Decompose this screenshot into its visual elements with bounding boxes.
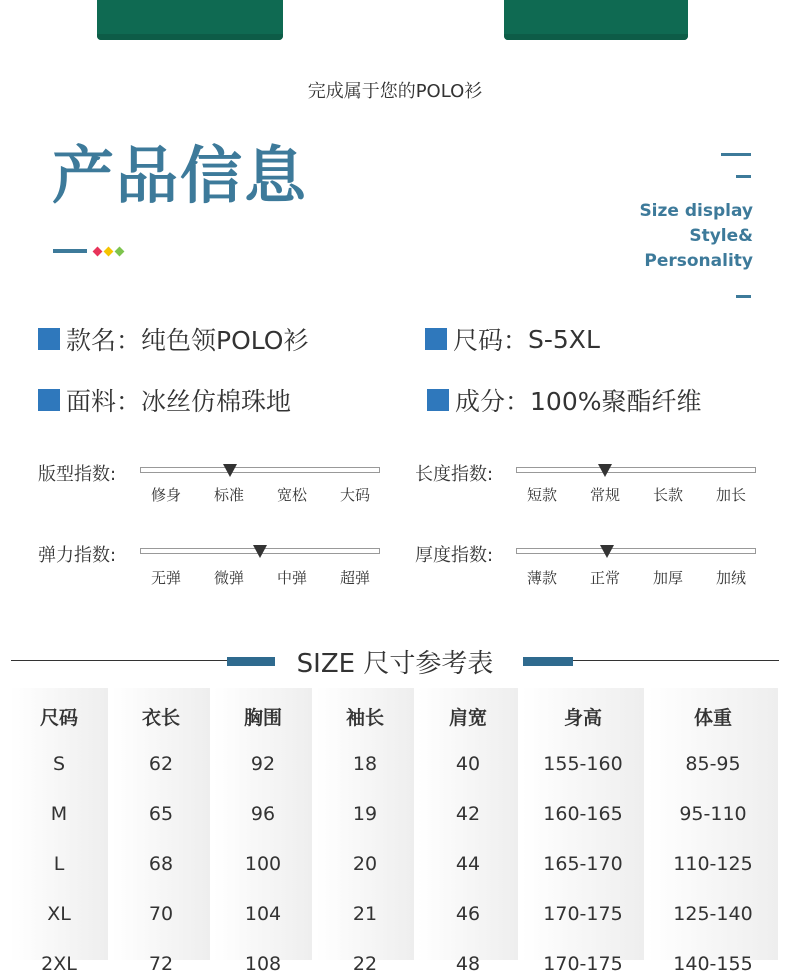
index-option: 中弹 (276, 569, 307, 587)
tagline: 完成属于您的POLO衫 (307, 81, 483, 102)
index-option: 超弹 (339, 569, 370, 587)
table-cell: 165-170 (543, 853, 623, 875)
table-header-cell: 尺码 (39, 707, 78, 729)
table-header-cell: 胸围 (243, 707, 282, 729)
size-table-title: SIZE 尺寸参考表 (296, 649, 494, 679)
title-underline (53, 249, 87, 253)
side-text-3: Personality (644, 251, 753, 271)
diamond-red-icon (93, 247, 103, 257)
index-bar (516, 467, 756, 473)
info-composition (427, 382, 702, 418)
table-cell: 18 (352, 753, 378, 775)
info-size (425, 321, 600, 357)
index-option: 短款 (526, 486, 557, 504)
index-marker-icon (223, 464, 237, 477)
table-cell: S (52, 753, 66, 775)
table-cell: L (53, 853, 65, 875)
index-option: 常规 (589, 486, 620, 504)
index-marker-icon (598, 464, 612, 477)
table-header-cell: 袖长 (345, 707, 384, 729)
info-size-label: 尺码： (453, 326, 529, 355)
square-bullet-icon (38, 328, 60, 350)
table-header-cell: 衣长 (141, 707, 180, 729)
table-cell: 2XL (41, 953, 77, 975)
table-cell: 108 (244, 953, 282, 975)
index-option: 加厚 (652, 569, 683, 587)
table-cell: 44 (455, 853, 481, 875)
table-cell: 21 (352, 903, 378, 925)
info-size-value: S-5XL (528, 324, 600, 354)
table-cell: 110-125 (673, 853, 753, 875)
shirt-image-left (97, 0, 283, 40)
table-cell: 96 (250, 803, 276, 825)
index-option: 薄款 (526, 569, 557, 587)
section-title: 产品信息 (52, 139, 309, 212)
diamond-green-icon (115, 247, 125, 257)
table-cell: 92 (250, 753, 276, 775)
table-cell: 170-175 (543, 903, 623, 925)
index-option: 标准 (213, 486, 244, 504)
table-header-cell: 体重 (693, 707, 732, 729)
side-text-2: Style& (689, 226, 753, 246)
table-cell: 62 (148, 753, 174, 775)
table-cell: 160-165 (543, 803, 623, 825)
table-cell: 68 (148, 853, 174, 875)
table-cell: 170-175 (543, 953, 623, 975)
info-composition-label: 成分： (455, 387, 531, 416)
index-option: 微弹 (213, 569, 244, 587)
info-style-value: 纯色领POLO衫 (141, 326, 309, 355)
table-cell: XL (47, 903, 71, 925)
table-cell: 20 (352, 853, 378, 875)
square-bullet-icon (425, 328, 447, 350)
info-composition-value: 100%聚酯纤维 (530, 387, 702, 416)
table-cell: 104 (244, 903, 282, 925)
table-cell: 155-160 (543, 753, 623, 775)
index-marker-icon (253, 545, 267, 558)
info-fabric (38, 382, 291, 418)
index-option: 长款 (652, 486, 683, 504)
table-cell: 140-155 (673, 953, 753, 975)
table-cell: 125-140 (673, 903, 753, 925)
index-label: 长度指数: (415, 464, 494, 485)
table-header-cell: 肩宽 (448, 707, 487, 729)
index-option: 大码 (339, 486, 370, 504)
info-fabric-value: 冰丝仿棉珠地 (141, 387, 292, 416)
table-cell: 95-110 (679, 803, 747, 825)
table-cell: 19 (352, 803, 378, 825)
table-cell: 85-95 (685, 753, 741, 775)
index-bar (516, 548, 756, 554)
index-option: 加绒 (715, 569, 746, 587)
square-bullet-icon (427, 389, 449, 411)
shirt-image-right (504, 0, 688, 40)
index-option: 加长 (715, 486, 746, 504)
side-text-1: Size display (639, 201, 753, 221)
index-label: 厚度指数: (415, 545, 494, 566)
table-cell: 42 (455, 803, 481, 825)
square-bullet-icon (38, 389, 60, 411)
table-cell: 100 (244, 853, 282, 875)
diamond-yellow-icon (104, 247, 114, 257)
info-style-label: 款名： (66, 326, 142, 355)
table-cell: 40 (455, 753, 481, 775)
table-cell: 65 (148, 803, 174, 825)
index-label: 版型指数: (38, 464, 117, 485)
info-fabric-label: 面料： (66, 387, 142, 416)
table-cell: 46 (455, 903, 481, 925)
info-style (38, 321, 308, 357)
index-option: 正常 (589, 569, 620, 587)
side-deco-line-3 (736, 295, 751, 298)
index-label: 弹力指数: (38, 545, 117, 566)
side-deco-line-1 (721, 153, 751, 156)
table-cell: 72 (148, 953, 174, 975)
index-option: 修身 (150, 486, 181, 504)
table-cell: 70 (148, 903, 174, 925)
index-marker-icon (600, 545, 614, 558)
table-cell: 48 (455, 953, 481, 975)
index-option: 无弹 (150, 569, 181, 587)
index-option: 宽松 (276, 486, 307, 504)
side-deco-line-2 (736, 175, 751, 178)
index-bar (140, 467, 380, 473)
table-header-cell: 身高 (563, 707, 602, 729)
table-cell: 22 (352, 953, 378, 975)
table-cell: M (50, 803, 68, 825)
